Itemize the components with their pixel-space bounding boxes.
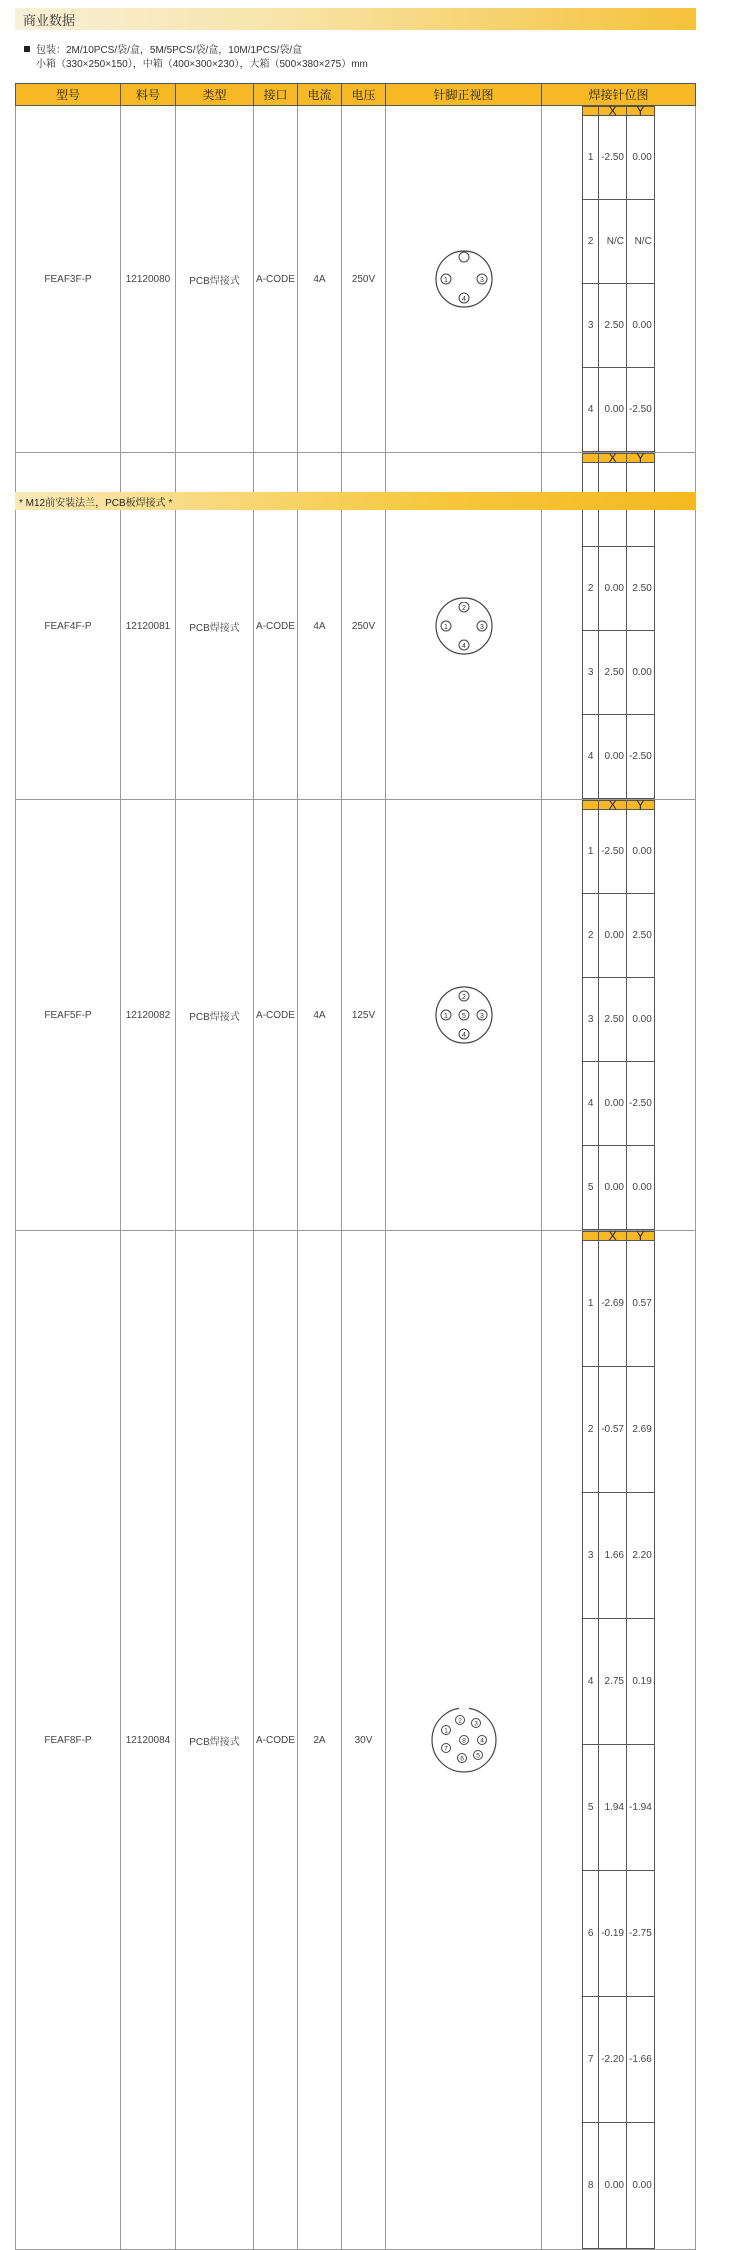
coord-table xyxy=(582,1231,655,2249)
coord-pin: 2 xyxy=(583,200,599,284)
coord-pin: 3 xyxy=(583,978,599,1062)
cell-current: 2A xyxy=(298,1231,342,2250)
header-pin-front-view: 针脚正视图 xyxy=(386,84,542,106)
coord-pin: 2 xyxy=(583,894,599,978)
cell-model: FEAF4F-P xyxy=(16,453,121,800)
pin-label: 3 xyxy=(479,1013,484,1020)
coord-header-x: X xyxy=(599,801,627,810)
coord-pin: 3 xyxy=(583,631,599,715)
header-solder-pin-layout: 焊接针位图 xyxy=(542,84,696,106)
cell-current: 4A xyxy=(298,453,342,800)
coord-pin: 1 xyxy=(583,1241,599,1367)
pin-1 xyxy=(441,274,451,284)
pin-label: 1 xyxy=(443,624,448,631)
pin-3 xyxy=(477,1010,487,1020)
coord-header-y: Y xyxy=(627,801,655,810)
pin-label: 4 xyxy=(479,1737,484,1745)
pin-5 xyxy=(459,1010,469,1020)
pin-label: 2 xyxy=(461,605,466,612)
cell-model: FEAF5F-P xyxy=(16,800,121,1231)
coord-x: -2.50 xyxy=(599,116,627,200)
pin-5 xyxy=(473,1751,482,1760)
coord-y: 0.19 xyxy=(627,1619,655,1745)
cell-pin-diagram xyxy=(386,800,542,1231)
pin-label: 5 xyxy=(461,1013,466,1020)
coord-table xyxy=(582,106,655,452)
coord-y: 2.50 xyxy=(627,547,655,631)
coord-x: 0.00 xyxy=(599,1062,627,1146)
header-part-no: 料号 xyxy=(121,84,176,106)
pin-8 xyxy=(459,1736,468,1745)
coord-header-y: Y xyxy=(627,107,655,116)
coord-y: -1.66 xyxy=(627,1997,655,2123)
coord-header-x: X xyxy=(599,1232,627,1241)
pin-label: 2 xyxy=(457,1717,462,1725)
coord-y: 0.00 xyxy=(627,1146,655,1230)
header-voltage: 电压 xyxy=(342,84,386,106)
coord-y: 0.00 xyxy=(627,284,655,368)
pin-face-diagram xyxy=(429,591,499,661)
coord-pin: 1 xyxy=(583,810,599,894)
cell-coord-table xyxy=(542,1231,696,2250)
cell-pin-diagram xyxy=(386,106,542,453)
cell-voltage: 125V xyxy=(342,800,386,1231)
pin-1 xyxy=(441,621,451,631)
coord-header-pin xyxy=(583,1232,599,1241)
coord-pin: 8 xyxy=(583,2123,599,2249)
coord-x: 2.75 xyxy=(599,1619,627,1745)
pin-label: 3 xyxy=(473,1720,478,1728)
pin-2 xyxy=(459,991,469,1001)
footnote-bar xyxy=(15,492,696,510)
pin-4 xyxy=(459,293,469,303)
pin-label: 1 xyxy=(443,1013,448,1020)
pin-3 xyxy=(477,274,487,284)
pin-4 xyxy=(477,1736,486,1745)
cell-voltage: 30V xyxy=(342,1231,386,2250)
coord-y: 0.00 xyxy=(627,810,655,894)
coord-x: 0.00 xyxy=(599,715,627,799)
coord-x: 2.50 xyxy=(599,978,627,1062)
pin-label: 3 xyxy=(479,277,484,284)
coord-header-y: Y xyxy=(627,454,655,463)
header-model: 型号 xyxy=(16,84,121,106)
cell-type: PCB焊接式 xyxy=(176,453,254,800)
pin-label: 4 xyxy=(461,1032,466,1039)
cell-pin-diagram xyxy=(386,1231,542,2250)
coord-pin: 3 xyxy=(583,1493,599,1619)
coord-y: -2.50 xyxy=(627,715,655,799)
coord-header-y: Y xyxy=(627,1232,655,1241)
footnote: * M12前安装法兰，PCB板焊接式 * xyxy=(19,497,173,509)
pin-6 xyxy=(457,1754,466,1763)
coord-y: -1.94 xyxy=(627,1745,655,1871)
packaging-line-1: 包装：2M/10PCS/袋/盒，5M/5PCS/袋/盒，10M/1PCS/袋/盒 xyxy=(36,45,303,56)
pin-label: 4 xyxy=(461,296,466,303)
cell-part-no: 12120081 xyxy=(121,453,176,800)
coord-x: -2.20 xyxy=(599,1997,627,2123)
pin-2 xyxy=(455,1716,464,1725)
cell-interface: A-CODE xyxy=(254,453,298,800)
pin-7 xyxy=(441,1744,450,1753)
coord-x: -0.19 xyxy=(599,1871,627,1997)
coord-pin: 3 xyxy=(583,284,599,368)
packaging-info xyxy=(24,44,368,72)
pin-4 xyxy=(459,1029,469,1039)
spec-table-header xyxy=(16,84,696,106)
coord-x: -2.50 xyxy=(599,810,627,894)
pin-2 xyxy=(459,602,469,612)
coord-x: 1.66 xyxy=(599,1493,627,1619)
coord-pin: 4 xyxy=(583,1619,599,1745)
cell-interface: A-CODE xyxy=(254,800,298,1231)
coord-pin: 2 xyxy=(583,547,599,631)
coord-y: -2.75 xyxy=(627,1871,655,1997)
coord-y: N/C xyxy=(627,200,655,284)
cell-part-no: 12120084 xyxy=(121,1231,176,2250)
cell-current: 4A xyxy=(298,106,342,453)
coord-pin: 4 xyxy=(583,715,599,799)
cell-type: PCB焊接式 xyxy=(176,106,254,453)
coord-pin: 5 xyxy=(583,1745,599,1871)
table-row xyxy=(16,800,696,1231)
pin-label: 5 xyxy=(475,1752,480,1760)
table-row xyxy=(16,1231,696,2250)
coord-x: 0.00 xyxy=(599,368,627,452)
pin-label: 4 xyxy=(461,643,466,650)
coord-y: 2.50 xyxy=(627,894,655,978)
pin-1 xyxy=(441,1010,451,1020)
coord-x: N/C xyxy=(599,200,627,284)
coord-x: 2.50 xyxy=(599,284,627,368)
coord-y: 0.00 xyxy=(627,2123,655,2249)
header-current: 电流 xyxy=(298,84,342,106)
coord-y: -2.50 xyxy=(627,368,655,452)
coord-y: 0.00 xyxy=(627,978,655,1062)
cell-current: 4A xyxy=(298,800,342,1231)
cell-part-no: 12120080 xyxy=(121,106,176,453)
bullet-square-icon xyxy=(24,46,30,52)
cell-interface: A-CODE xyxy=(254,1231,298,2250)
cell-voltage: 250V xyxy=(342,453,386,800)
coord-x: 2.50 xyxy=(599,631,627,715)
coord-pin: 7 xyxy=(583,1997,599,2123)
coord-table xyxy=(582,800,655,1230)
pin-label: 3 xyxy=(479,624,484,631)
pin-label: 1 xyxy=(443,1727,448,1735)
pin-face-diagram xyxy=(429,980,499,1050)
coord-pin: 4 xyxy=(583,368,599,452)
pin-face-diagram xyxy=(424,1700,504,1780)
coord-y: 0.57 xyxy=(627,1241,655,1367)
cell-voltage: 250V xyxy=(342,106,386,453)
coord-x: 1.94 xyxy=(599,1745,627,1871)
pin-label: 2 xyxy=(461,994,466,1001)
coord-header-x: X xyxy=(599,454,627,463)
coord-pin: 1 xyxy=(583,116,599,200)
cell-coord-table xyxy=(542,106,696,453)
coord-y: -2.50 xyxy=(627,1062,655,1146)
spec-table xyxy=(15,83,696,2250)
coord-x: -2.69 xyxy=(599,1241,627,1367)
coord-x: 0.00 xyxy=(599,1146,627,1230)
section-title: 商业数据 xyxy=(23,12,76,28)
section-title-bar xyxy=(15,8,696,30)
pin-face-diagram xyxy=(429,244,499,314)
coord-header-x: X xyxy=(599,107,627,116)
pin-label: 8 xyxy=(461,1737,466,1745)
pin-label: 6 xyxy=(459,1755,464,1763)
pin-label: 7 xyxy=(443,1745,448,1753)
cell-interface: A-CODE xyxy=(254,106,298,453)
coord-pin: 2 xyxy=(583,1367,599,1493)
coord-header-pin xyxy=(583,801,599,810)
coord-y: 0.00 xyxy=(627,116,655,200)
cell-part-no: 12120082 xyxy=(121,800,176,1231)
coord-y: 2.20 xyxy=(627,1493,655,1619)
pin-1 xyxy=(441,1726,450,1735)
header-type: 类型 xyxy=(176,84,254,106)
coord-x: -0.57 xyxy=(599,1367,627,1493)
coord-y: 2.69 xyxy=(627,1367,655,1493)
cell-type: PCB焊接式 xyxy=(176,1231,254,2250)
pin-3 xyxy=(477,621,487,631)
coord-pin: 6 xyxy=(583,1871,599,1997)
coord-header-pin xyxy=(583,107,599,116)
packaging-line-2: 小箱（330×250×150），中箱（400×300×230），大箱（500×380×275）mm xyxy=(36,59,368,70)
cell-model: FEAF8F-P xyxy=(16,1231,121,2250)
coord-x: 0.00 xyxy=(599,2123,627,2249)
coord-y: 0.00 xyxy=(627,631,655,715)
coord-x: 0.00 xyxy=(599,547,627,631)
pin-label: 1 xyxy=(443,277,448,284)
coord-header-pin xyxy=(583,454,599,463)
pin-3 xyxy=(471,1719,480,1728)
coord-x: 0.00 xyxy=(599,894,627,978)
coord-pin: 5 xyxy=(583,1146,599,1230)
coord-pin: 4 xyxy=(583,1062,599,1146)
pin-4 xyxy=(459,640,469,650)
cell-coord-table xyxy=(542,800,696,1231)
table-row xyxy=(16,106,696,453)
cell-type: PCB焊接式 xyxy=(176,800,254,1231)
header-interface: 接口 xyxy=(254,84,298,106)
cell-model: FEAF3F-P xyxy=(16,106,121,453)
